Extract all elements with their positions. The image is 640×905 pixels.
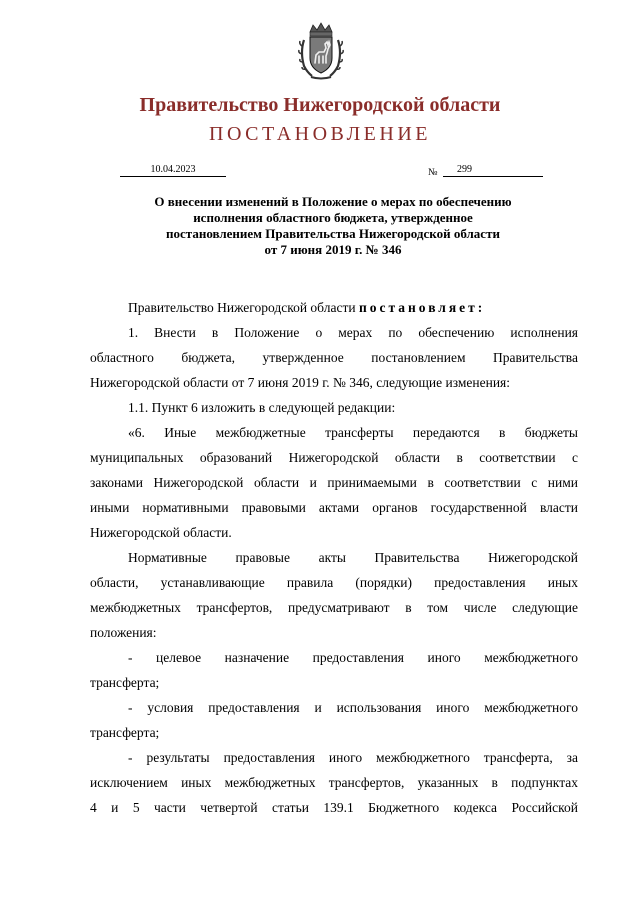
- decree-intro: Правительство Нижегородской области: [128, 300, 356, 315]
- decree-line: [90, 295, 578, 320]
- body-line: Нижегородской области от 7 июня 2019 г. № 346, следующие изменения:: [90, 375, 511, 390]
- subject-line: О внесении изменений в Положение о мерах по обеспечению: [154, 194, 512, 209]
- body-line: «6. Иные межбюджетные трансферты передаются в бюджеты: [128, 425, 578, 440]
- body-line: Нижегородской области.: [90, 525, 232, 540]
- decree-word: постановляет:: [358, 300, 486, 315]
- coat-of-arms-icon: [298, 22, 344, 80]
- body-line: 1. Внести в Положение о мерах по обеспечению исполнения: [128, 325, 578, 340]
- body-line: положения:: [90, 625, 157, 640]
- body-line: иными нормативными правовыми актами органов государственной власти: [90, 500, 578, 515]
- subject-line: исполнения областного бюджета, утвержденное: [193, 210, 473, 225]
- subject-line: постановлением Правительства Нижегородской области: [166, 226, 500, 241]
- body-line: - результаты предоставления иного межбюджетного трансферта, за: [128, 750, 578, 765]
- document-type: ПОСТАНОВЛЕНИЕ: [209, 123, 431, 145]
- document-number: 299: [443, 163, 543, 177]
- number-sign: №: [428, 167, 438, 178]
- document-subject: [118, 194, 548, 258]
- government-title: Правительство Нижегородской области: [139, 94, 501, 116]
- body-line: трансферта;: [90, 675, 160, 690]
- body-line: 4 и 5 части четвертой статьи 139.1 Бюджетного кодекса Российской: [90, 800, 578, 815]
- body-line: Нормативные правовые акты Правительства Нижегородской: [128, 550, 578, 565]
- document-date: 10.04.2023: [120, 163, 226, 177]
- body-line: областного бюджета, утвержденное постановлением Правительства: [90, 350, 578, 365]
- document-body: [90, 295, 578, 820]
- body-line: 1.1. Пункт 6 изложить в следующей редакции:: [128, 400, 396, 415]
- body-line: трансферта;: [90, 725, 160, 740]
- body-line: - условия предоставления и использования иного межбюджетного: [128, 700, 578, 715]
- body-line: исключением иных межбюджетных трансфертов, указанных в подпунктах: [90, 775, 578, 790]
- body-line: области, устанавливающие правила (порядки) предоставления иных: [90, 575, 578, 590]
- body-line: законами Нижегородской области и принимаемыми в соответствии с ними: [90, 475, 578, 490]
- subject-line: от 7 июня 2019 г. № 346: [264, 242, 402, 257]
- body-line: межбюджетных трансфертов, предусматривают в том числе следующие: [90, 600, 578, 615]
- body-lines: [90, 320, 578, 820]
- body-line: муниципальных образований Нижегородской области в соответствии с: [90, 450, 578, 465]
- body-line: - целевое назначение предоставления иного межбюджетного: [128, 650, 578, 665]
